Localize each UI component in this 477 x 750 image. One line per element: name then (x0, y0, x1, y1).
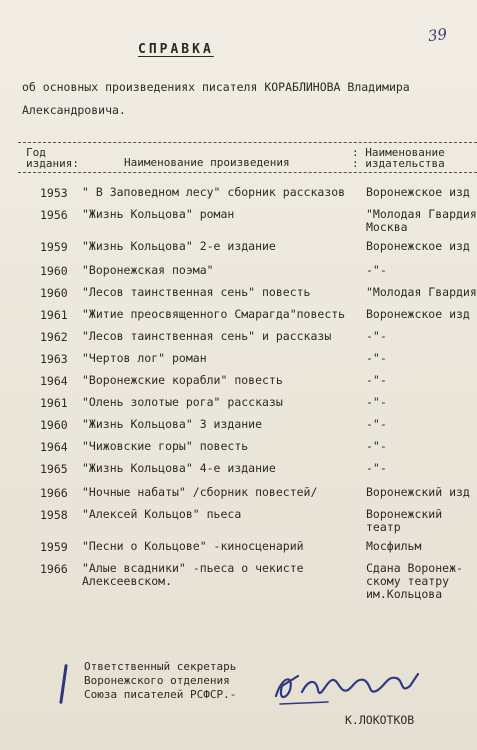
row-year: 1965 (40, 462, 68, 476)
row-year: 1961 (40, 308, 68, 322)
table-row (0, 462, 477, 484)
row-year: 1964 (40, 440, 68, 454)
column-header-year: Год издания: (26, 146, 79, 170)
row-title: "Житие преосвященного Смарагда"повесть (82, 307, 346, 321)
row-year: 1956 (40, 208, 68, 222)
row-year: 1960 (40, 418, 68, 432)
table-row (0, 440, 477, 462)
row-title: "Воронежские корабли" повесть (82, 373, 283, 387)
row-publisher: -"- (366, 351, 387, 365)
table-row (0, 507, 477, 534)
row-year: 1961 (40, 396, 68, 410)
row-year: 1966 (40, 486, 68, 500)
row-title: "Олень золотые рога" рассказы (82, 395, 283, 409)
column-header-publisher: : Наименование : издательства (352, 146, 445, 170)
row-year: 1953 (40, 186, 68, 200)
row-publisher: Воронежский театр (366, 507, 443, 534)
table-row (0, 330, 477, 352)
table-row (0, 374, 477, 396)
row-title: "Лесов таинственная сень" и рассказы (82, 329, 332, 343)
row-year: 1960 (40, 264, 68, 278)
row-publisher: Мосфильм (366, 539, 422, 553)
table-row (0, 308, 477, 330)
table-row (0, 186, 477, 208)
row-title: "Алексей Кольцов" пьеса (82, 507, 242, 521)
row-year: 1960 (40, 286, 68, 300)
row-title: "Песни о Кольцове" -киносценарий (82, 539, 304, 553)
row-publisher: -"- (366, 417, 387, 431)
table-row (0, 540, 477, 562)
row-publisher: -"- (366, 373, 387, 387)
table-row (0, 396, 477, 418)
row-title: "Алые всадники" -пьеса о чекисте Алексеевском. (82, 561, 304, 588)
table-row (0, 561, 477, 601)
row-title: "Жизнь Кольцова" 4-е издание (82, 461, 276, 475)
row-publisher: -"- (366, 395, 387, 409)
row-publisher: Воронежский изд (366, 485, 470, 499)
header-bottom-rule (18, 172, 477, 173)
signer-name: К.ЛОКОТКОВ (345, 713, 415, 727)
row-title: "Чертов лог" роман (82, 351, 207, 365)
row-publisher: "Молодая Гвардия (366, 285, 477, 299)
column-header-work: Наименование произведения (124, 156, 290, 169)
handwritten-signature (268, 656, 428, 716)
row-year: 1959 (40, 540, 68, 554)
row-publisher: Сдана Воронеж- скому театру им.Кольцова (366, 561, 463, 601)
row-title: "Лесов таинственная сень" повесть (82, 285, 311, 299)
row-year: 1964 (40, 374, 68, 388)
row-title: "Ночные набаты" /сборник повестей/ (82, 485, 318, 499)
table-row (0, 352, 477, 374)
row-publisher: -"- (366, 329, 387, 343)
signatory-title: Ответственный секретарь Воронежского отделения Союза писателей РСФСР.- (84, 660, 237, 701)
row-title: "Жизнь Кольцова" роман (82, 207, 235, 221)
row-publisher: Воронежское изд (366, 185, 470, 199)
table-row (0, 486, 477, 508)
table-row (0, 418, 477, 440)
row-year: 1962 (40, 330, 68, 344)
header-top-rule (18, 142, 477, 143)
row-title: "Жизнь Кольцова" 3 издание (82, 417, 263, 431)
row-year: 1966 (40, 562, 68, 576)
row-publisher: -"- (366, 461, 387, 475)
margin-pen-mark (59, 664, 68, 704)
row-year: 1958 (40, 508, 68, 522)
row-publisher: Воронежское изд (366, 307, 470, 321)
row-year: 1959 (40, 240, 68, 254)
row-publisher: -"- (366, 439, 387, 453)
page-number: 39 (426, 24, 449, 46)
row-title: " В Заповедном лесу" сборник рассказов (82, 185, 346, 199)
row-title: "Воронежская поэма" (82, 263, 214, 277)
table-row (0, 207, 477, 234)
row-year: 1963 (40, 352, 68, 366)
table-row (0, 264, 477, 286)
row-publisher: Воронежское изд (366, 239, 470, 253)
table-row (0, 286, 477, 308)
row-title: "Чижовские горы" повесть (82, 439, 249, 453)
row-title: "Жизнь Кольцова" 2-е издание (82, 239, 276, 253)
document-title: СПРАВКА (138, 42, 214, 57)
row-publisher: -"- (366, 263, 387, 277)
table-row (0, 240, 477, 262)
row-publisher: "Молодая Гвардия Москва (366, 207, 477, 234)
document-subtitle: об основных произведениях писателя КОРАБЛИНОВА Владимира Александровича. (22, 80, 410, 117)
